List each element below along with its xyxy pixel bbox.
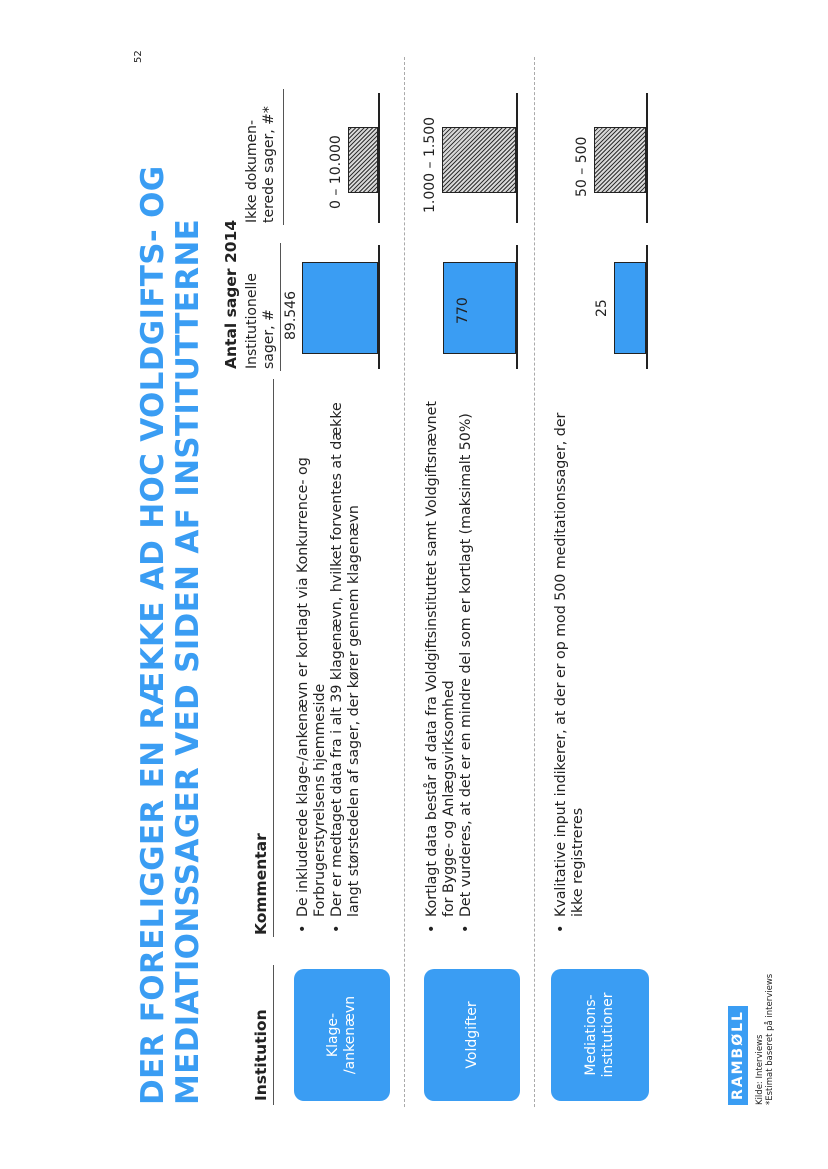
header-rule bbox=[283, 89, 284, 225]
source-line: Kilde: Interviews bbox=[755, 1034, 765, 1105]
value-undocumented-mediation: 50 – 500 bbox=[574, 136, 590, 197]
source-line: *Estimat baseret på interviews bbox=[765, 973, 775, 1105]
header-comment: Kommentar bbox=[252, 833, 270, 935]
row-separator bbox=[534, 57, 535, 1107]
value-undocumented-voldgifter: 1.000 – 1.500 bbox=[422, 116, 438, 213]
comment-item: • Kortlagt data består af data fra Voldgiftsinstituttet samt Voldgiftsnævnet for Bygge- og Anlægsvirksomhed bbox=[424, 395, 458, 935]
institution-mediation: Mediations- institutioner bbox=[551, 969, 649, 1101]
comment-item: • Der er medtaget data fra i alt 39 klagenævn, hvilket forventes at dække langt størstedelen af sager, der kører gennem klagenævn bbox=[329, 395, 363, 935]
header-institution: Institution bbox=[252, 1009, 270, 1101]
comment-list-voldgifter bbox=[424, 395, 475, 935]
comment-item: • Det vurderes, at det er en mindre del som er kortlagt (maksimalt 50%) bbox=[458, 395, 475, 935]
logo-text: RAMBØLL bbox=[728, 1006, 748, 1105]
axis-baseline bbox=[646, 93, 648, 223]
bar-institutional-voldgifter bbox=[443, 262, 516, 354]
axis-baseline bbox=[516, 245, 518, 369]
row-separator bbox=[404, 57, 405, 1107]
bar-undocumented-klage bbox=[348, 127, 378, 193]
bar-undocumented-mediation bbox=[594, 127, 646, 193]
header-undocumented: Ikke dokumen- terede sager, #* bbox=[244, 106, 277, 223]
header-institutional: Institutionelle sager, # bbox=[244, 273, 277, 369]
page-title bbox=[136, 165, 206, 1105]
source-note bbox=[755, 974, 775, 1105]
axis-baseline bbox=[516, 93, 518, 223]
comment-list-klage bbox=[295, 395, 363, 935]
institution-voldgifter: Voldgifter bbox=[424, 969, 520, 1101]
institution-klage: Klage- /ankenævn bbox=[294, 969, 390, 1101]
title-line-1: DER FORELIGGER EN RÆKKE AD HOC VOLDGIFTS- OG bbox=[135, 165, 171, 1105]
comment-item: • Kvalitative input indikerer, at der er op mod 500 meditationssager, der ikke registreres bbox=[553, 395, 587, 935]
header-rule bbox=[273, 379, 274, 937]
page-number: 52 bbox=[133, 50, 144, 63]
value-undocumented-klage: 0 – 10.000 bbox=[328, 135, 344, 209]
comment-item: • De inkluderede klage-/ankenævn er kortlagt via Konkurrence- og Forbrugerstyrelsens hjemmeside bbox=[295, 395, 329, 935]
title-line-2: MEDIATIONSSAGER VED SIDEN AF INSTITUTTERNE bbox=[170, 218, 206, 1105]
axis-baseline bbox=[378, 245, 380, 369]
value-institutional-klage: 89.546 bbox=[283, 291, 299, 340]
bar-undocumented-voldgifter bbox=[442, 127, 516, 193]
axis-baseline bbox=[646, 245, 648, 369]
ramboll-logo bbox=[728, 1006, 748, 1105]
bar-institutional-mediation bbox=[614, 262, 646, 354]
value-institutional-voldgifter: 770 bbox=[455, 297, 471, 324]
bar-institutional-klage bbox=[302, 262, 378, 354]
axis-baseline bbox=[378, 93, 380, 223]
header-rule bbox=[280, 243, 281, 371]
header-cases-group: Antal sager 2014 bbox=[222, 219, 240, 369]
comment-list-mediation bbox=[553, 395, 587, 935]
value-institutional-mediation: 25 bbox=[594, 299, 610, 317]
header-rule bbox=[273, 965, 274, 1105]
